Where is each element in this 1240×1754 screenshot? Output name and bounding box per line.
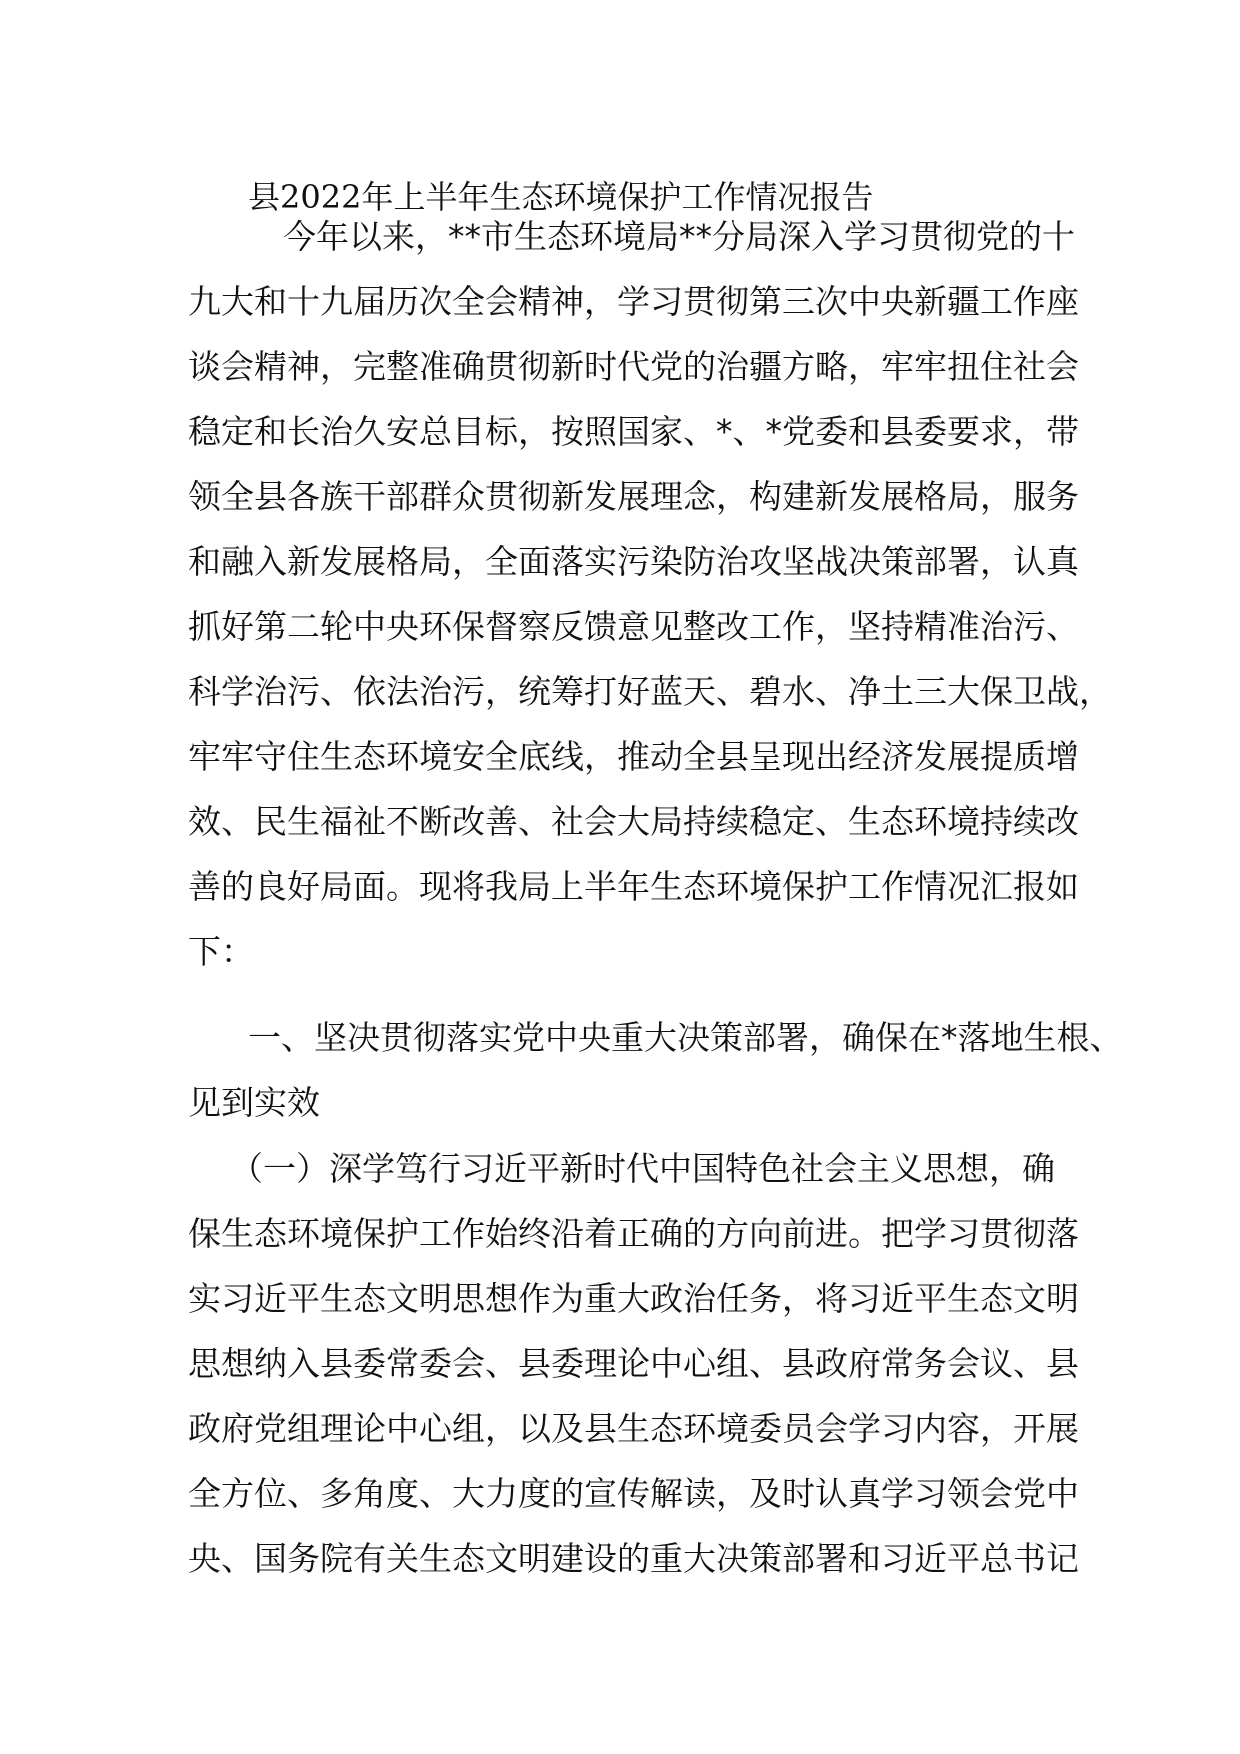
text-line: 稳定和长治久安总目标，按照国家、*、*党委和县委要求，带 <box>188 412 1079 451</box>
text-line: 思想纳入县委常委会、县委理论中心组、县政府常务会议、县 <box>188 1344 1079 1383</box>
text-line: 效、民生福祉不断改善、社会大局持续稳定、生态环境持续改 <box>188 802 1079 841</box>
text-line: 全方位、多角度、大力度的宣传解读，及时认真学习领会党中 <box>188 1474 1079 1513</box>
text-line: 九大和十九届历次全会精神，学习贯彻第三次中央新疆工作座 <box>188 282 1079 321</box>
document-title: 县2022年上半年生态环境保护工作情况报告 <box>248 178 874 216</box>
text-line: 谈会精神，完整准确贯彻新时代党的治疆方略，牢牢扭住社会 <box>188 347 1079 386</box>
text-line: 科学治污、依法治污，统筹打好蓝天、碧水、净土三大保卫战， <box>188 672 1112 711</box>
text-line: 政府党组理论中心组，以及县生态环境委员会学习内容，开展 <box>188 1409 1079 1448</box>
text-line: 实习近平生态文明思想作为重大政治任务，将习近平生态文明 <box>188 1279 1079 1318</box>
intro-paragraph <box>188 204 1112 984</box>
text-line: 善的良好局面。现将我局上半年生态环境保护工作情况汇报如 <box>188 867 1079 906</box>
subsection-paragraph-1 <box>188 1136 1079 1591</box>
text-line: 下： <box>188 932 254 971</box>
text-line: 和融入新发展格局，全面落实污染防治攻坚战决策部署，认真 <box>188 542 1079 581</box>
text-line: 领全县各族干部群众贯彻新发展理念，构建新发展格局，服务 <box>188 477 1079 516</box>
text-line: （一）深学笃行习近平新时代中国特色社会主义思想，确 <box>230 1149 1055 1188</box>
text-line: 今年以来，**市生态环境局**分局深入学习贯彻党的十 <box>283 217 1075 256</box>
text-line: 保生态环境保护工作始终沿着正确的方向前进。把学习贯彻落 <box>188 1214 1079 1253</box>
section-heading-1 <box>188 1005 1123 1135</box>
heading-line: 一、坚决贯彻落实党中央重大决策部署，确保在*落地生根、 <box>248 1018 1123 1057</box>
text-line: 央、国务院有关生态文明建设的重大决策部署和习近平总书记 <box>188 1539 1079 1578</box>
heading-line: 见到实效 <box>188 1083 320 1122</box>
text-line: 牢牢守住生态环境安全底线，推动全县呈现出经济发展提质增 <box>188 737 1079 776</box>
text-line: 抓好第二轮中央环保督察反馈意见整改工作，坚持精准治污、 <box>188 607 1079 646</box>
